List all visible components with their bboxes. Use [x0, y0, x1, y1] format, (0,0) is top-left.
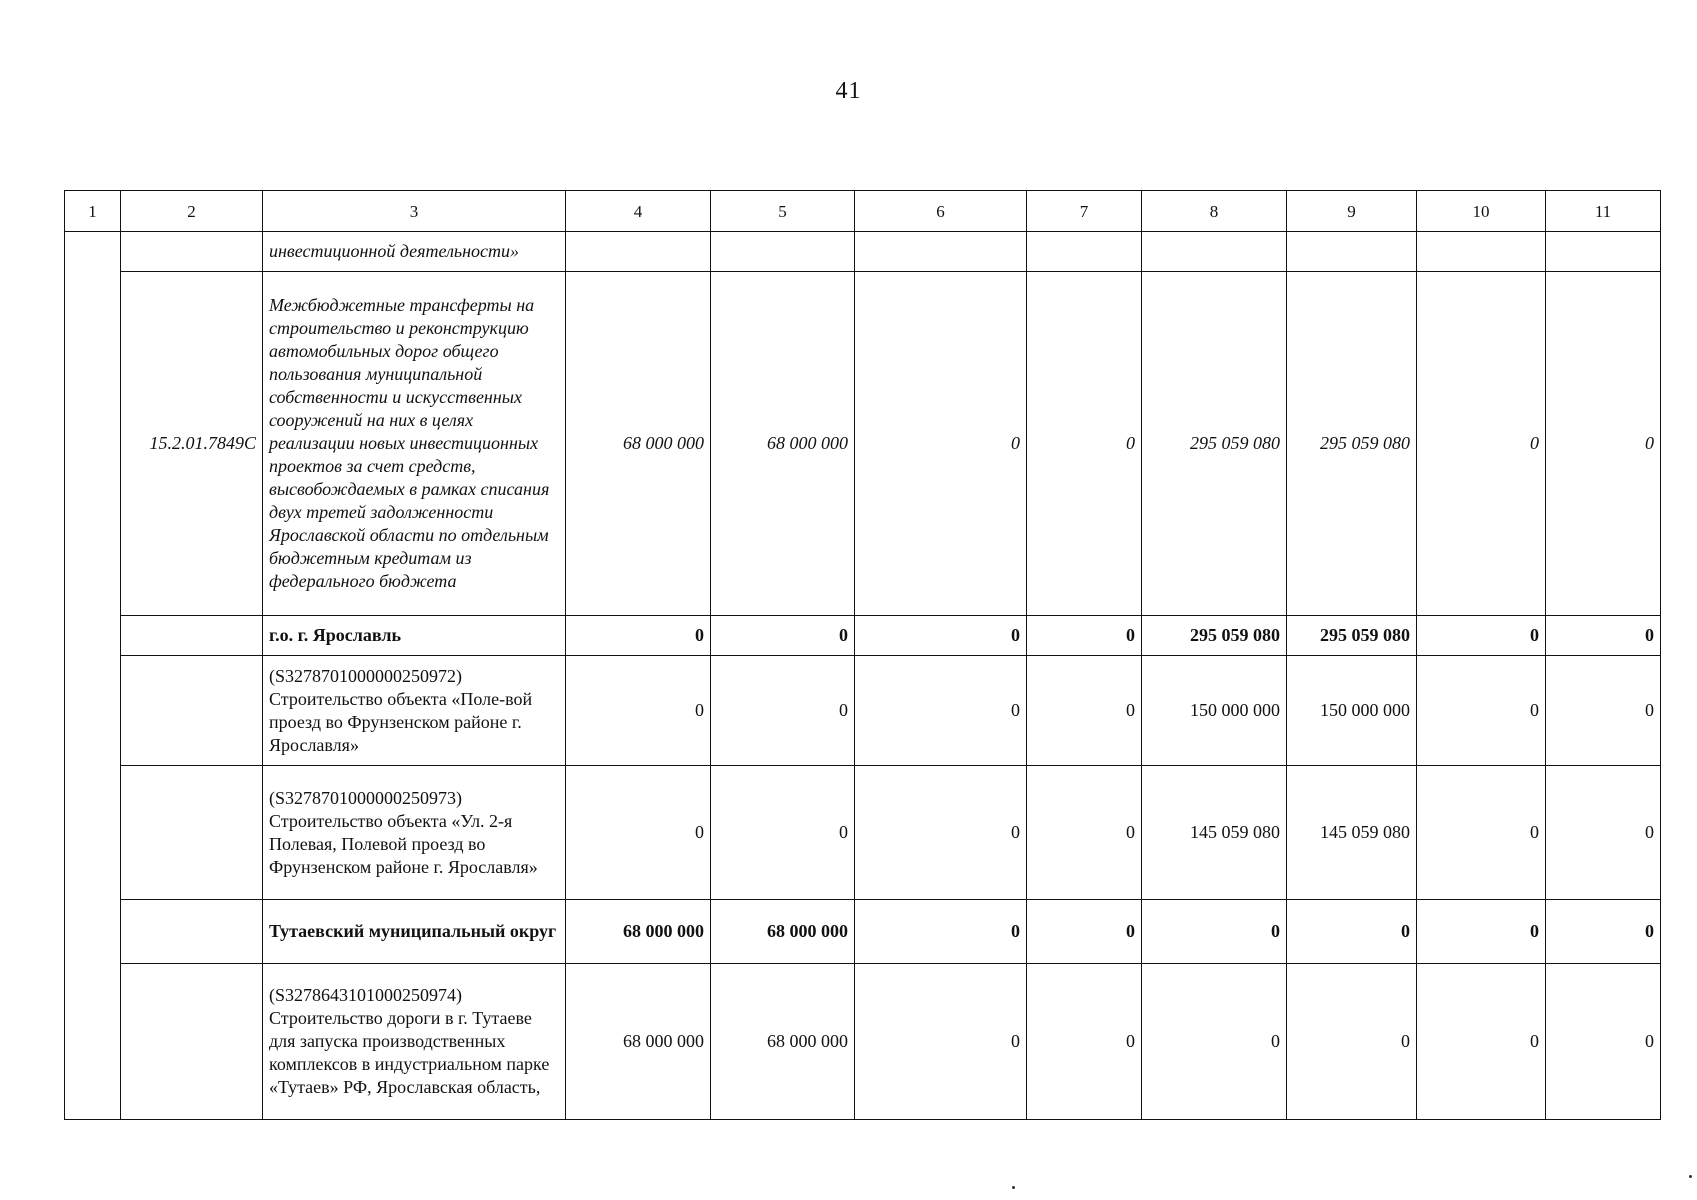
row-number-cell: [65, 232, 121, 1120]
value-cell: 0: [1417, 272, 1546, 616]
value-cell: 295 059 080: [1142, 272, 1287, 616]
value-cell: 68 000 000: [711, 964, 855, 1120]
value-cell: 0: [855, 272, 1027, 616]
column-header: 11: [1546, 191, 1661, 232]
table-row: [65, 232, 1661, 272]
value-cell: 68 000 000: [566, 900, 711, 964]
value-cell: 68 000 000: [711, 272, 855, 616]
value-cell: 0: [711, 616, 855, 656]
value-cell: [1287, 232, 1417, 272]
code-cell: [121, 900, 263, 964]
name-cell: Межбюджетные трансферты на строительство и реконструкцию автомобильных дорог общего пользования муниципальной собственности и искусственных сооружений на них в целях реализации новых инвестиционных проектов за счет средств, высвобождаемых в рамках списания двух третей задолженности Ярославской области по отдельным бюджетным кредитам из федерального бюджета: [263, 272, 566, 616]
column-header: 1: [65, 191, 121, 232]
value-cell: 68 000 000: [711, 900, 855, 964]
column-header: 4: [566, 191, 711, 232]
value-cell: 0: [1417, 656, 1546, 766]
scan-speck: [1689, 1175, 1692, 1178]
value-cell: 0: [855, 964, 1027, 1120]
table-row: [65, 272, 1661, 616]
code-cell: [121, 766, 263, 900]
value-cell: 0: [1546, 616, 1661, 656]
value-cell: 0: [566, 766, 711, 900]
code-cell: [121, 656, 263, 766]
value-cell: 0: [1417, 964, 1546, 1120]
value-cell: 145 059 080: [1287, 766, 1417, 900]
value-cell: 0: [855, 900, 1027, 964]
column-header: 2: [121, 191, 263, 232]
value-cell: 0: [1417, 616, 1546, 656]
name-cell: (S3278701000000250972) Строительство объекта «Поле-вой проезд во Фрунзенском районе г. Ярославля»: [263, 656, 566, 766]
value-cell: 0: [711, 766, 855, 900]
code-cell: [121, 964, 263, 1120]
code-cell: [121, 232, 263, 272]
scan-speck: [1012, 1186, 1015, 1189]
value-cell: 150 000 000: [1287, 656, 1417, 766]
value-cell: 0: [1417, 900, 1546, 964]
value-cell: 0: [1546, 272, 1661, 616]
column-header: 7: [1027, 191, 1142, 232]
table-row: [65, 616, 1661, 656]
value-cell: [711, 232, 855, 272]
value-cell: [1142, 232, 1287, 272]
code-cell: [121, 616, 263, 656]
table-row: [65, 964, 1661, 1120]
column-header: 5: [711, 191, 855, 232]
value-cell: [1027, 232, 1142, 272]
value-cell: 0: [1027, 964, 1142, 1120]
name-cell: Тутаевский муниципальный округ: [263, 900, 566, 964]
value-cell: 0: [855, 656, 1027, 766]
table-row: [65, 900, 1661, 964]
name-cell: г.о. г. Ярославль: [263, 616, 566, 656]
value-cell: [1417, 232, 1546, 272]
value-cell: 0: [1287, 964, 1417, 1120]
value-cell: 0: [1546, 964, 1661, 1120]
value-cell: 0: [711, 656, 855, 766]
budget-table: [64, 190, 1661, 1120]
name-cell: (S3278701000000250973) Строительство объекта «Ул. 2-я Полевая, Полевой проезд во Фрунзенском районе г. Ярославля»: [263, 766, 566, 900]
value-cell: 0: [1417, 766, 1546, 900]
value-cell: 145 059 080: [1142, 766, 1287, 900]
column-header: 8: [1142, 191, 1287, 232]
value-cell: 0: [1142, 964, 1287, 1120]
name-cell: (S3278643101000250974) Строительство дороги в г. Тутаеве для запуска производственных комплексов в индустриальном парке «Тутаев» РФ, Ярославская область,: [263, 964, 566, 1120]
value-cell: 295 059 080: [1142, 616, 1287, 656]
value-cell: 0: [1027, 766, 1142, 900]
value-cell: 0: [855, 616, 1027, 656]
value-cell: 0: [1142, 900, 1287, 964]
column-header: 10: [1417, 191, 1546, 232]
value-cell: 0: [1027, 616, 1142, 656]
column-header: 6: [855, 191, 1027, 232]
value-cell: 0: [1027, 272, 1142, 616]
value-cell: 0: [1027, 656, 1142, 766]
table-header-row: [65, 191, 1661, 232]
value-cell: 0: [1546, 656, 1661, 766]
value-cell: 0: [1287, 900, 1417, 964]
value-cell: 0: [566, 656, 711, 766]
value-cell: 68 000 000: [566, 272, 711, 616]
code-cell: 15.2.01.7849С: [121, 272, 263, 616]
value-cell: 0: [1546, 766, 1661, 900]
value-cell: [566, 232, 711, 272]
page-number: 41: [835, 78, 862, 104]
value-cell: 0: [1027, 900, 1142, 964]
value-cell: 0: [855, 766, 1027, 900]
name-cell: инвестиционной деятельности»: [263, 232, 566, 272]
column-header: 9: [1287, 191, 1417, 232]
value-cell: 150 000 000: [1142, 656, 1287, 766]
table-row: [65, 766, 1661, 900]
value-cell: [855, 232, 1027, 272]
column-header: 3: [263, 191, 566, 232]
value-cell: 68 000 000: [566, 964, 711, 1120]
value-cell: [1546, 232, 1661, 272]
value-cell: 295 059 080: [1287, 616, 1417, 656]
value-cell: 295 059 080: [1287, 272, 1417, 616]
value-cell: 0: [1546, 900, 1661, 964]
value-cell: 0: [566, 616, 711, 656]
table-row: [65, 656, 1661, 766]
